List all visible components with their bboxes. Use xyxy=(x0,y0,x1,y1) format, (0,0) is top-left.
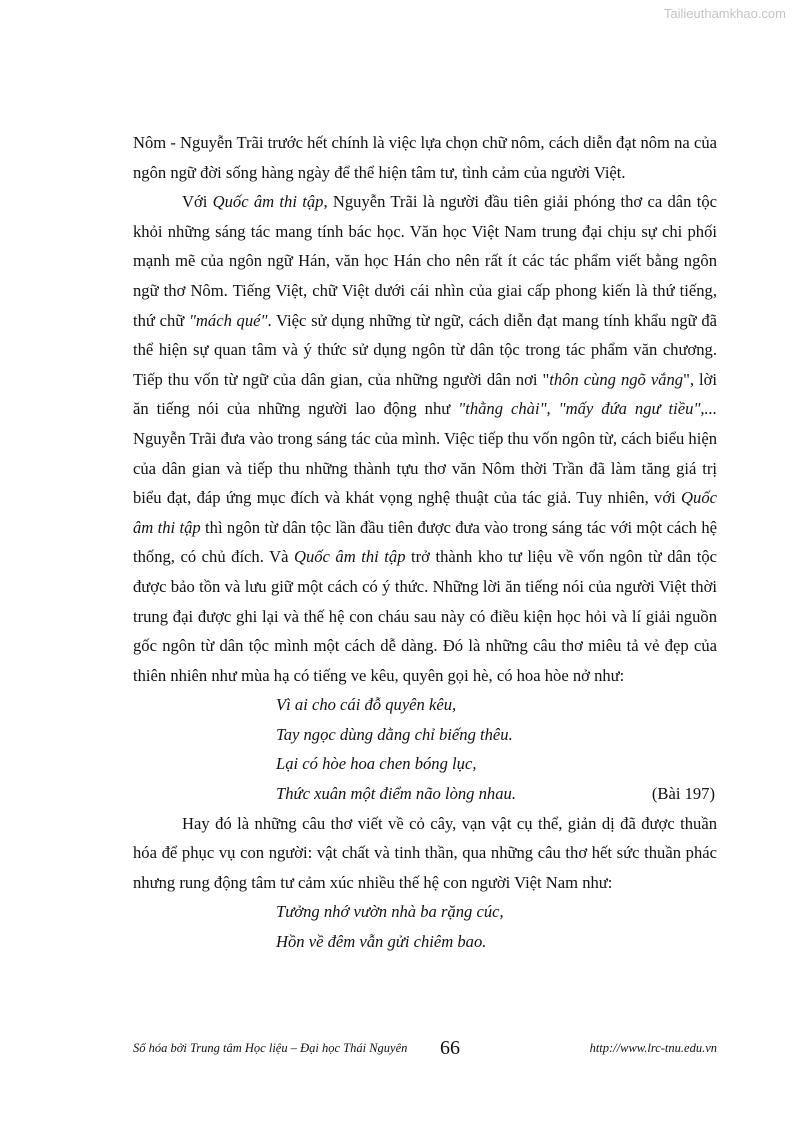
poem-1-line-2: Tay ngọc dùng dằng chỉ biếng thêu. xyxy=(276,724,513,744)
paragraph-1: Nôm - Nguyễn Trãi trước hết chính là việc lựa chọn chữ nôm, cách diễn đạt nôm na của ngôn ngữ đời sống hàng ngày để thể hiện tâm tư, tình cảm của người Việt. xyxy=(133,133,717,182)
text-run: Với xyxy=(182,192,213,212)
paragraph-3: Hay đó là những câu thơ viết về cỏ cây, vạn vật cụ thể, giản dị đã được thuần hóa để phục vụ con người: vật chất và tinh thần, qua những câu thơ hết sức thuần phác nhưng rung động tâm tư cảm xúc nhiều thế hệ con người Việt Nam như: xyxy=(133,813,717,892)
poem-2-line-1: Tưởng nhớ vườn nhà ba rặng cúc, xyxy=(276,902,504,922)
paragraph-2 xyxy=(133,187,717,690)
text-run: . Việc sử dụng những từ ngữ, cách diễn đạt mang tính khẩu ngữ đã thể hiện sự quan tâm và ý thức sử dụng ngôn từ dân tộc trong tác phẩm văn chương. Tiếp thu vốn từ ngữ của dân gian, của những người dân nơi " xyxy=(133,310,717,389)
page-footer xyxy=(133,1037,717,1067)
footer-url: http://www.lrc-tnu.edu.vn xyxy=(589,1041,717,1055)
italic-run: thôn cùng ngõ vắng xyxy=(549,369,684,389)
watermark-text: Tailieuthamkhao.com xyxy=(663,6,786,21)
poem-1-line-3: Lại có hòe hoa chen bóng lục, xyxy=(276,754,477,774)
poem-1 xyxy=(133,690,717,808)
italic-run: "thằng chài", "mấy đứa ngư tiều",... xyxy=(458,399,718,419)
text-run: , Nguyễn Trãi là người đầu tiên giải phóng thơ ca dân tộc khỏi những sáng tác mang tính bác học. Văn học Việt Nam trung đại chịu sự chi phối mạnh mẽ của ngôn ngữ Hán, văn học Hán cho nên rất ít các tác phẩm viết bằng ngôn ngữ thơ Nôm. Tiếng Việt, chữ Việt dưới cái nhìn của giai cấp phong kiến là thứ tiếng, thứ chữ xyxy=(133,192,717,330)
italic-run: Quốc âm thi tập xyxy=(212,192,324,212)
page-number: 66 xyxy=(440,1037,460,1059)
italic-run: Quốc âm thi tập xyxy=(133,488,717,537)
poem-source-note: (Bài 197) xyxy=(651,784,715,804)
text-run: trở thành kho tư liệu về vốn ngôn từ dân tộc được bảo tồn và lưu giữ một cách có ý thức. Những lời ăn tiếng nói của người Việt thời trung đại được ghi lại và thế hệ con cháu sau này có điều kiện học hỏi và lí giải nguồn gốc ngôn từ dân tộc mình một cách dễ dàng. Đó là những câu thơ miêu tả vẻ đẹp của thiên nhiên như mùa hạ có tiếng ve kêu, quyên gọi hè, có hoa hòe nở như: xyxy=(133,547,718,685)
poem-2 xyxy=(133,897,717,956)
italic-run: "mách qué" xyxy=(188,310,268,330)
poem-1-line-1: Vì ai cho cái đỗ quyên kêu, xyxy=(276,695,457,715)
page-body xyxy=(133,128,717,957)
text-run: thì ngôn từ dân tộc lần đầu tiên được đưa vào trong sáng tác với một cách hệ thống, có chủ đích. Và xyxy=(133,517,717,567)
poem-1-line-4: Thức xuân một điểm não lòng nhau. (Bài 197) xyxy=(276,779,717,809)
text-run: Nguyễn Trãi đưa vào trong sáng tác của mình. Việc tiếp thu vốn ngôn từ, cách biểu hiện của dân gian và tiếp thu những thành tựu thơ văn Nôm thời Trần đã làm tăng giá trị biểu đạt, đáp ứng mục đích và khát vọng nghệ thuật của tác giả. Tuy nhiên, với xyxy=(133,428,717,508)
footer-credit: Số hóa bởi Trung tâm Học liệu – Đại học Thái Nguyên xyxy=(133,1041,408,1055)
poem-2-line-2: Hồn về đêm vẫn gửi chiêm bao. xyxy=(276,932,487,952)
text-run: ", lời ăn tiếng nói của những người lao động như xyxy=(133,369,717,419)
italic-run: Quốc âm thi tập xyxy=(293,547,406,567)
